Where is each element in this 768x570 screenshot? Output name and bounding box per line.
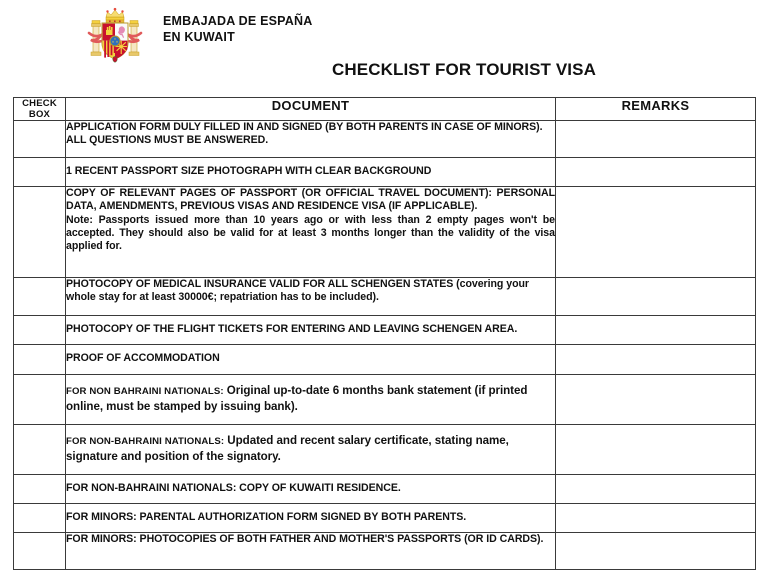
document-cell-proof-of-accommodation (66, 345, 556, 374)
check-box-header-line2: BOX (28, 109, 51, 120)
remarks-cell-passport-photograph[interactable] (556, 158, 756, 187)
checklist-table-body (14, 121, 756, 570)
document-cell-medical-insurance (66, 278, 556, 316)
table-row (14, 503, 756, 532)
document-cell-passport-photograph (66, 158, 556, 187)
table-row (14, 345, 756, 374)
document-text: 1 RECENT PASSPORT SIZE PHOTOGRAPH WITH CLEAR BACKGROUND (66, 165, 432, 177)
remarks-cell-application-form[interactable] (556, 121, 756, 158)
document-text: PHOTOCOPY OF MEDICAL INSURANCE VALID FOR ALL SCHENGEN STATES (covering your whole stay for at least 30000€; repatriation has to be included). (66, 278, 530, 304)
checkbox-cell-application-form[interactable] (14, 121, 66, 158)
document-text: FOR MINORS: PARENTAL AUTHORIZATION FORM SIGNED BY BOTH PARENTS. (66, 510, 467, 523)
document-cell-bank-statement (66, 374, 556, 424)
checkbox-cell-passport-photograph[interactable] (14, 158, 66, 187)
remarks-cell-flight-tickets[interactable] (556, 316, 756, 345)
checkbox-cell-medical-insurance[interactable] (14, 278, 66, 316)
document-text: FOR MINORS: PHOTOCOPIES OF BOTH FATHER AND MOTHER'S PASSPORTS (OR ID CARDS). (66, 533, 544, 546)
document-text-rest: Original up-to-date 6 months bank statement (if printed online, must be stamped by issuing bank). (66, 383, 528, 413)
document-cell-application-form (66, 121, 556, 158)
document-text: PROOF OF ACCOMMODATION (66, 352, 220, 365)
table-row (14, 158, 756, 187)
document-note: Note: Passports issued more than 10 years ago or with less than 2 empty pages won't be accepted. They should also be valid for at least 3 months longer than the validity of the visa applied for. (66, 213, 555, 253)
remarks-cell-medical-insurance[interactable] (556, 278, 756, 316)
document-cell-kuwaiti-residence (66, 474, 556, 503)
table-row (14, 424, 756, 474)
checkbox-cell-parents-passports[interactable] (14, 533, 66, 570)
checkbox-cell-salary-certificate[interactable] (14, 424, 66, 474)
column-header-check-box (14, 98, 66, 121)
checkbox-cell-parental-authorization[interactable] (14, 503, 66, 532)
document-text-rest: Updated and recent salary certificate, stating name, signature and position of the signatory. (66, 433, 509, 463)
document-cell-passport-copy (66, 187, 556, 278)
document-text-lead: FOR NON-BAHRAINI NATIONALS: (66, 435, 225, 447)
document-text: FOR NON-BAHRAINI NATIONALS: COPY OF KUWAITI RESIDENCE. (66, 481, 401, 494)
remarks-cell-passport-copy[interactable] (556, 187, 756, 278)
check-box-header-line1: CHECK (22, 98, 57, 109)
checklist-table-wrapper (13, 97, 755, 570)
spanish-coat-of-arms-icon (84, 6, 146, 68)
document-cell-parents-passports (66, 533, 556, 570)
table-row (14, 533, 756, 570)
remarks-cell-proof-of-accommodation[interactable] (556, 345, 756, 374)
page-title: CHECKLIST FOR TOURIST VISA (332, 60, 596, 79)
table-header-row (14, 98, 756, 121)
remarks-cell-parental-authorization[interactable] (556, 503, 756, 532)
column-header-document: DOCUMENT (66, 98, 556, 121)
checkbox-cell-flight-tickets[interactable] (14, 316, 66, 345)
checkbox-cell-kuwaiti-residence[interactable] (14, 474, 66, 503)
embassy-name (163, 13, 312, 45)
checkbox-cell-proof-of-accommodation[interactable] (14, 345, 66, 374)
document-text: APPLICATION FORM DULY FILLED IN AND SIGNED (BY BOTH PARENTS IN CASE OF MINORS). ALL QUESTIONS MUST BE ANSWERED. (66, 121, 543, 147)
document-cell-parental-authorization (66, 503, 556, 532)
document-text: COPY OF RELEVANT PAGES OF PASSPORT (OR OFFICIAL TRAVEL DOCUMENT): PERSONAL DATA, AMENDMENTS, PREVIOUS VISAS AND RESIDENCE VISA (IF APPLICABLE). (66, 187, 555, 213)
column-header-remarks: REMARKS (556, 98, 756, 121)
table-row (14, 316, 756, 345)
checklist-table (13, 97, 756, 570)
remarks-cell-bank-statement[interactable] (556, 374, 756, 424)
embassy-name-line1: EMBAJADA DE ESPAÑA (163, 14, 313, 28)
document-header (0, 0, 768, 96)
table-row (14, 474, 756, 503)
remarks-cell-parents-passports[interactable] (556, 533, 756, 570)
remarks-cell-kuwaiti-residence[interactable] (556, 474, 756, 503)
document-cell-flight-tickets (66, 316, 556, 345)
embassy-name-line2: EN KUWAIT (163, 30, 235, 44)
table-row (14, 187, 756, 278)
remarks-cell-salary-certificate[interactable] (556, 424, 756, 474)
checkbox-cell-passport-copy[interactable] (14, 187, 66, 278)
table-row (14, 121, 756, 158)
document-cell-salary-certificate (66, 424, 556, 474)
table-row (14, 374, 756, 424)
document-text: PHOTOCOPY OF THE FLIGHT TICKETS FOR ENTERING AND LEAVING SCHENGEN AREA. (66, 323, 518, 336)
checkbox-cell-bank-statement[interactable] (14, 374, 66, 424)
document-text-lead: FOR NON BAHRAINI NATIONALS: (66, 385, 224, 397)
table-row (14, 278, 756, 316)
